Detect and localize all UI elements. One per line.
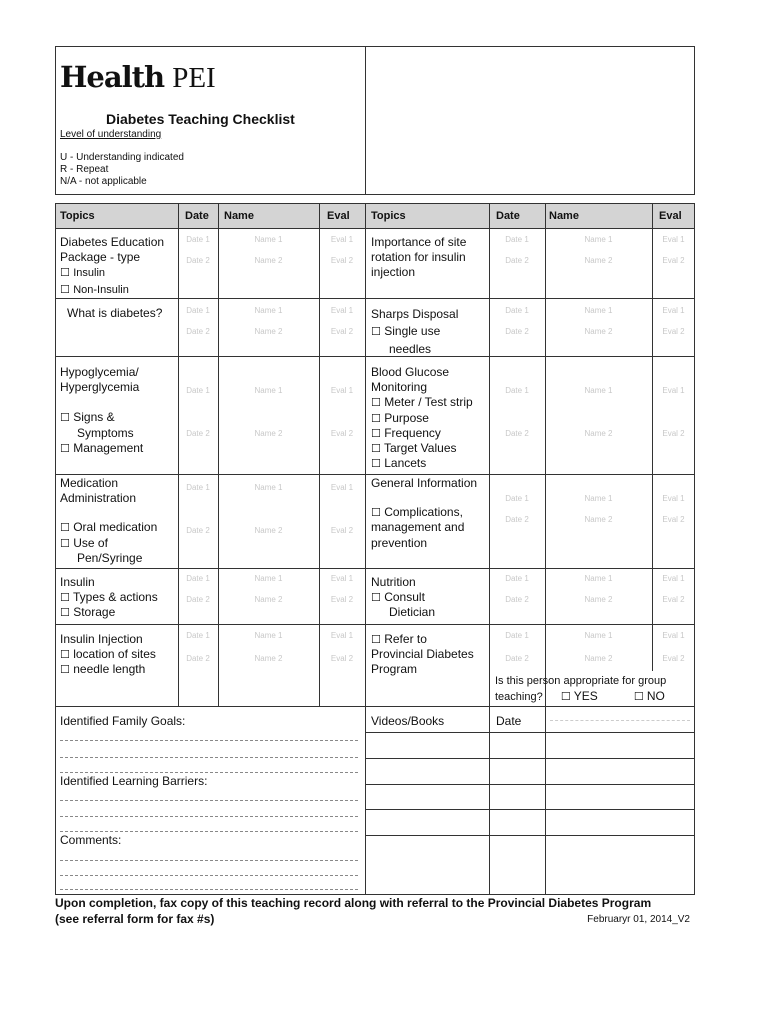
topic-blood-glucose: Blood Glucose Monitoring ☐ Meter / Test strip ☐ Purpose ☐ Frequency ☐ Target Values ☐ Lancets — [371, 365, 473, 471]
name-field-1[interactable]: Name 1 — [584, 235, 613, 244]
date-field-1[interactable]: Date 1 — [505, 574, 529, 583]
name-field-1[interactable]: Name 1 — [254, 306, 283, 315]
date-field-1[interactable]: Date 1 — [505, 306, 529, 315]
name-field-2[interactable]: Name 2 — [584, 595, 613, 604]
footer-fax-note: (see referral form for fax #s) — [55, 912, 215, 926]
checkbox-icon[interactable]: ☐ — [60, 606, 70, 620]
family-goals-line[interactable] — [60, 757, 358, 758]
date-field-1[interactable]: Date 1 — [186, 386, 210, 395]
checkbox-icon[interactable]: ☐ — [60, 663, 70, 677]
name-field-1[interactable]: Name 1 — [254, 574, 283, 583]
checkbox-icon[interactable]: ☐ — [371, 324, 381, 338]
row-line — [365, 835, 695, 836]
name-field-2[interactable]: Name 2 — [254, 256, 283, 265]
checkbox-icon[interactable]: ☐ — [371, 411, 381, 425]
learning-barriers-label: Identified Learning Barriers: — [60, 774, 208, 788]
col-line — [365, 203, 366, 895]
checkbox-icon[interactable]: ☐ — [60, 648, 70, 662]
date-field-1[interactable]: Date 1 — [505, 386, 529, 395]
checkbox-icon[interactable]: ☐ — [371, 506, 381, 520]
eval-field-2[interactable]: Eval 2 — [662, 654, 685, 663]
comments-line[interactable] — [60, 875, 358, 876]
date-field-1[interactable]: Date 1 — [505, 235, 529, 244]
checkbox-icon[interactable]: ☐ — [371, 426, 381, 440]
date-field-2[interactable]: Date 2 — [505, 429, 529, 438]
legend-r: R - Repeat — [60, 164, 109, 175]
date-field-1[interactable]: Date 1 — [186, 235, 210, 244]
checkbox-icon[interactable]: ☐ — [60, 282, 70, 296]
name-field-1[interactable]: Name 1 — [584, 631, 613, 640]
name-field-1[interactable]: Name 1 — [584, 494, 613, 503]
name-field-2[interactable]: Name 2 — [254, 327, 283, 336]
comments-line[interactable] — [60, 860, 358, 861]
row-line — [365, 809, 695, 810]
eval-field-2[interactable]: Eval 2 — [662, 595, 685, 604]
comments-line[interactable] — [60, 889, 358, 890]
col-header-date: Date — [496, 210, 520, 222]
barriers-line[interactable] — [60, 816, 358, 817]
eval-field-1[interactable]: Eval 1 — [330, 483, 354, 492]
eval-field-1[interactable]: Eval 1 — [330, 235, 354, 244]
name-field-2[interactable]: Name 2 — [254, 595, 283, 604]
barriers-line[interactable] — [60, 800, 358, 801]
yes-label: YES — [573, 689, 598, 703]
date-field-1[interactable]: Date 1 — [186, 574, 210, 583]
date-field-2[interactable]: Date 2 — [186, 327, 210, 336]
videos-books-header: Videos/Books — [371, 714, 445, 728]
eval-field-2[interactable]: Eval 2 — [330, 595, 354, 604]
eval-field-1[interactable]: Eval 1 — [330, 631, 354, 640]
eval-field-2[interactable]: Eval 2 — [662, 256, 685, 265]
eval-field-1[interactable]: Eval 1 — [662, 306, 685, 315]
col-header-eval: Eval — [327, 210, 350, 222]
date-field-1[interactable]: Date 1 — [186, 306, 210, 315]
row-line — [55, 624, 695, 625]
eval-field-2[interactable]: Eval 2 — [330, 654, 354, 663]
date-field-2[interactable]: Date 2 — [505, 327, 529, 336]
topic-sharps-disposal: Sharps Disposal ☐ Single use needles — [371, 307, 459, 356]
col-header-date: Date — [185, 210, 209, 222]
row-line — [365, 758, 695, 759]
eval-field-2[interactable]: Eval 2 — [330, 327, 354, 336]
name-field-2[interactable]: Name 2 — [254, 429, 283, 438]
topic-insulin-injection: Insulin Injection ☐ location of sites ☐ needle length — [60, 632, 156, 677]
eval-field-1[interactable]: Eval 1 — [662, 631, 685, 640]
eval-field-1[interactable]: Eval 1 — [662, 494, 685, 503]
name-field-1[interactable]: Name 1 — [584, 306, 613, 315]
eval-field-1[interactable]: Eval 1 — [330, 306, 354, 315]
row-line — [365, 732, 695, 733]
checkbox-icon[interactable]: ☐ — [371, 633, 381, 646]
topic-insulin: Insulin ☐ Types & actions ☐ Storage — [60, 575, 158, 620]
no-checkbox-icon[interactable]: ☐ — [633, 690, 644, 703]
family-goals-line[interactable] — [60, 740, 358, 741]
barriers-line[interactable] — [60, 831, 358, 832]
date-field-2[interactable]: Date 2 — [505, 595, 529, 604]
logo-pei: PEI — [172, 62, 216, 94]
date-field-2[interactable]: Date 2 — [186, 256, 210, 265]
name-field-1[interactable]: Name 1 — [254, 386, 283, 395]
level-heading: Level of understanding — [60, 129, 162, 140]
checkbox-icon[interactable]: ☐ — [60, 536, 70, 550]
topic-nutrition: Nutrition ☐ Consult Dietician — [371, 575, 436, 620]
name-field-1[interactable]: Name 1 — [584, 386, 613, 395]
row-line — [55, 568, 695, 569]
date-field-1[interactable]: Date 1 — [186, 483, 210, 492]
topic-education: Diabetes Education Package - type ☐ Insulin ☐ Non-Insulin — [60, 235, 165, 296]
date-field-2[interactable]: Date 2 — [186, 429, 210, 438]
date-field-2[interactable]: Date 2 — [505, 654, 529, 663]
eval-field-1[interactable]: Eval 1 — [662, 386, 685, 395]
eval-field-2[interactable]: Eval 2 — [330, 526, 354, 535]
videos-date-header: Date — [496, 714, 522, 728]
date-field-2[interactable]: Date 2 — [186, 595, 210, 604]
topic-site-rotation: Importance of site rotation for insulin injection — [371, 235, 467, 280]
eval-field-1[interactable]: Eval 1 — [330, 386, 354, 395]
row-line — [365, 784, 695, 785]
logo-health: Health — [60, 60, 165, 94]
name-field-2[interactable]: Name 2 — [584, 327, 613, 336]
header-divider — [365, 46, 366, 195]
date-field-2[interactable]: Date 2 — [186, 526, 210, 535]
eval-field-2[interactable]: Eval 2 — [662, 429, 685, 438]
no-label: NO — [646, 689, 665, 703]
checkbox-icon[interactable]: ☐ — [371, 442, 381, 456]
col-header-topics: Topics — [60, 210, 95, 222]
name-field-2[interactable]: Name 2 — [584, 515, 613, 524]
checkbox-icon[interactable]: ☐ — [60, 411, 70, 425]
checkbox-icon[interactable]: ☐ — [371, 457, 381, 471]
eval-field-2[interactable]: Eval 2 — [662, 515, 685, 524]
family-goals-label: Identified Family Goals: — [60, 714, 186, 728]
page-title: Diabetes Teaching Checklist — [106, 111, 295, 127]
date-field-2[interactable]: Date 2 — [505, 515, 529, 524]
topic-what-is-diabetes: What is diabetes? — [67, 306, 163, 320]
date-field-2[interactable]: Date 2 — [505, 256, 529, 265]
checkbox-icon[interactable]: ☐ — [60, 591, 70, 605]
name-field-2[interactable]: Name 2 — [584, 654, 613, 663]
name-field-1[interactable]: Name 1 — [254, 483, 283, 492]
legend-na: N/A - not applicable — [60, 176, 147, 187]
col-header-eval: Eval — [659, 210, 682, 222]
row-line — [55, 228, 695, 229]
yes-checkbox-icon[interactable]: ☐ — [560, 690, 571, 703]
footer-version: Februaryr 01, 2014_V2 — [587, 914, 690, 925]
footer-instruction: Upon completion, fax copy of this teaching record along with referral to the Provincial Diabetes Program — [55, 896, 652, 910]
eval-field-1[interactable]: Eval 1 — [330, 574, 354, 583]
checkbox-icon[interactable]: ☐ — [371, 396, 381, 410]
row-line — [55, 474, 365, 475]
eval-field-1[interactable]: Eval 1 — [662, 235, 685, 244]
date-field-1[interactable]: Date 1 — [505, 631, 529, 640]
date-field-1[interactable]: Date 1 — [505, 494, 529, 503]
topic-medication: Medication Administration ☐ Oral medication ☐ Use of Pen/Syringe — [60, 476, 158, 565]
checkbox-icon[interactable]: ☐ — [371, 591, 381, 605]
name-field-2[interactable]: Name 2 — [254, 654, 283, 663]
checkbox-icon[interactable]: ☐ — [60, 521, 70, 535]
family-goals-line[interactable] — [60, 772, 358, 773]
col-header-name: Name — [224, 210, 254, 222]
name-field-1[interactable]: Name 1 — [584, 574, 613, 583]
eval-field-2[interactable]: Eval 2 — [330, 256, 354, 265]
eval-field-1[interactable]: Eval 1 — [662, 574, 685, 583]
comments-label: Comments: — [60, 833, 122, 847]
date-field-2[interactable]: Date 2 — [186, 654, 210, 663]
topic-refer-program: ☐ Refer to Provincial Diabetes Program — [371, 632, 474, 677]
eval-field-2[interactable]: Eval 2 — [330, 429, 354, 438]
row-line — [365, 474, 695, 475]
group-teaching-question: Is this person appropriate for group teaching? ☐ YES ☐ NO — [495, 675, 667, 703]
col-header-topics: Topics — [371, 210, 406, 222]
checkbox-icon[interactable]: ☐ — [60, 441, 70, 455]
topic-hypoglycemia: Hypoglycemia/ Hyperglycemia ☐ Signs & Symptoms ☐ Management — [60, 365, 144, 455]
checkbox-icon[interactable]: ☐ — [60, 266, 70, 280]
row-line — [55, 706, 695, 707]
date-field-1[interactable]: Date 1 — [186, 631, 210, 640]
name-field-1[interactable]: Name 1 — [254, 235, 283, 244]
eval-field-2[interactable]: Eval 2 — [662, 327, 685, 336]
topic-general-information: General Information ☐ Complications, management and prevention — [371, 476, 478, 550]
name-field-1[interactable]: Name 1 — [254, 631, 283, 640]
health-pei-logo — [60, 60, 216, 95]
col-header-name: Name — [549, 210, 579, 222]
name-field-2[interactable]: Name 2 — [584, 256, 613, 265]
legend-u: U - Understanding indicated — [60, 152, 184, 163]
row-line — [55, 298, 695, 299]
videos-header-fill — [550, 720, 690, 721]
name-field-2[interactable]: Name 2 — [584, 429, 613, 438]
name-field-2[interactable]: Name 2 — [254, 526, 283, 535]
